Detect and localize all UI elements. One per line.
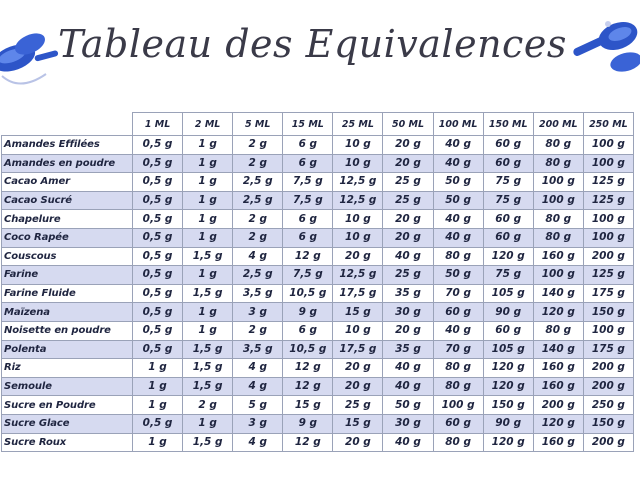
weight-cell: 80 g	[533, 210, 583, 229]
weight-cell: 12,5 g	[333, 191, 383, 210]
weight-cell: 12 g	[283, 247, 333, 266]
equivalence-table	[1, 112, 633, 452]
weight-cell: 40 g	[383, 359, 433, 378]
ingredient-name: Amandes en poudre	[2, 154, 133, 173]
weight-cell: 60 g	[483, 210, 533, 229]
table-row	[2, 377, 634, 396]
header-row	[2, 113, 634, 136]
weight-cell: 200 g	[533, 396, 583, 415]
weight-cell: 0,5 g	[133, 321, 183, 340]
weight-cell: 7,5 g	[283, 266, 333, 285]
weight-cell: 200 g	[583, 433, 633, 452]
weight-cell: 90 g	[483, 414, 533, 433]
weight-cell: 50 g	[433, 191, 483, 210]
weight-cell: 100 g	[433, 396, 483, 415]
column-header: 25 ML	[333, 113, 383, 136]
weight-cell: 40 g	[433, 228, 483, 247]
weight-cell: 1 g	[183, 321, 233, 340]
weight-cell: 12,5 g	[333, 266, 383, 285]
weight-cell: 70 g	[433, 284, 483, 303]
column-header: 5 ML	[233, 113, 283, 136]
weight-cell: 75 g	[483, 266, 533, 285]
ingredient-name: Maïzena	[2, 303, 133, 322]
weight-cell: 0,5 g	[133, 247, 183, 266]
weight-cell: 2,5 g	[233, 266, 283, 285]
ingredient-name: Sucre Roux	[2, 433, 133, 452]
weight-cell: 3 g	[233, 414, 283, 433]
ingredient-name: Chapelure	[2, 210, 133, 229]
weight-cell: 0,5 g	[133, 154, 183, 173]
weight-cell: 1,5 g	[183, 340, 233, 359]
weight-cell: 40 g	[383, 433, 433, 452]
weight-cell: 20 g	[333, 247, 383, 266]
weight-cell: 20 g	[333, 359, 383, 378]
measuring-spoon-icon	[568, 10, 640, 80]
weight-cell: 60 g	[483, 321, 533, 340]
weight-cell: 60 g	[483, 136, 533, 155]
weight-cell: 30 g	[383, 303, 433, 322]
weight-cell: 175 g	[583, 284, 633, 303]
column-header: 150 ML	[483, 113, 533, 136]
weight-cell: 160 g	[533, 359, 583, 378]
weight-cell: 250 g	[583, 396, 633, 415]
weight-cell: 100 g	[583, 136, 633, 155]
weight-cell: 70 g	[433, 340, 483, 359]
ingredient-name: Semoule	[2, 377, 133, 396]
table-row	[2, 414, 634, 433]
weight-cell: 125 g	[583, 173, 633, 192]
weight-cell: 80 g	[533, 154, 583, 173]
weight-cell: 15 g	[283, 396, 333, 415]
weight-cell: 120 g	[483, 433, 533, 452]
column-header: 100 ML	[433, 113, 483, 136]
weight-cell: 1 g	[183, 210, 233, 229]
weight-cell: 1,5 g	[183, 247, 233, 266]
weight-cell: 12,5 g	[333, 173, 383, 192]
weight-cell: 60 g	[483, 154, 533, 173]
weight-cell: 120 g	[533, 414, 583, 433]
weight-cell: 100 g	[583, 210, 633, 229]
weight-cell: 0,5 g	[133, 266, 183, 285]
weight-cell: 0,5 g	[133, 303, 183, 322]
weight-cell: 140 g	[533, 340, 583, 359]
weight-cell: 20 g	[333, 377, 383, 396]
weight-cell: 9 g	[283, 303, 333, 322]
weight-cell: 80 g	[533, 228, 583, 247]
weight-cell: 0,5 g	[133, 228, 183, 247]
ingredient-name: Farine	[2, 266, 133, 285]
table-row	[2, 284, 634, 303]
weight-cell: 60 g	[483, 228, 533, 247]
weight-cell: 10 g	[333, 228, 383, 247]
table-row	[2, 247, 634, 266]
weight-cell: 6 g	[283, 136, 333, 155]
weight-cell: 20 g	[383, 154, 433, 173]
ingredient-name: Sucre en Poudre	[2, 396, 133, 415]
weight-cell: 6 g	[283, 321, 333, 340]
weight-cell: 2 g	[233, 210, 283, 229]
weight-cell: 15 g	[333, 303, 383, 322]
weight-cell: 150 g	[483, 396, 533, 415]
table-row	[2, 396, 634, 415]
weight-cell: 125 g	[583, 266, 633, 285]
weight-cell: 100 g	[533, 266, 583, 285]
weight-cell: 200 g	[583, 377, 633, 396]
weight-cell: 25 g	[383, 191, 433, 210]
weight-cell: 1 g	[133, 377, 183, 396]
ingredient-name: Polenta	[2, 340, 133, 359]
table-row	[2, 228, 634, 247]
column-header: 50 ML	[383, 113, 433, 136]
weight-cell: 10,5 g	[283, 284, 333, 303]
ingredient-name: Cacao Amer	[2, 173, 133, 192]
weight-cell: 2,5 g	[233, 191, 283, 210]
weight-cell: 2 g	[233, 228, 283, 247]
ingredient-name: Couscous	[2, 247, 133, 266]
weight-cell: 160 g	[533, 433, 583, 452]
weight-cell: 1 g	[183, 303, 233, 322]
weight-cell: 20 g	[383, 136, 433, 155]
weight-cell: 80 g	[433, 359, 483, 378]
weight-cell: 150 g	[583, 414, 633, 433]
table-row	[2, 340, 634, 359]
weight-cell: 1 g	[183, 191, 233, 210]
weight-cell: 120 g	[533, 303, 583, 322]
weight-cell: 2 g	[183, 396, 233, 415]
weight-cell: 125 g	[583, 191, 633, 210]
weight-cell: 140 g	[533, 284, 583, 303]
measuring-spoon-icon	[0, 18, 62, 88]
weight-cell: 3,5 g	[233, 340, 283, 359]
weight-cell: 1 g	[133, 359, 183, 378]
weight-cell: 3 g	[233, 303, 283, 322]
weight-cell: 1 g	[133, 396, 183, 415]
weight-cell: 0,5 g	[133, 210, 183, 229]
weight-cell: 25 g	[383, 173, 433, 192]
table-row	[2, 210, 634, 229]
weight-cell: 10 g	[333, 321, 383, 340]
weight-cell: 120 g	[483, 377, 533, 396]
weight-cell: 10 g	[333, 136, 383, 155]
weight-cell: 2 g	[233, 321, 283, 340]
ingredient-name: Cacao Sucré	[2, 191, 133, 210]
weight-cell: 15 g	[333, 414, 383, 433]
weight-cell: 0,5 g	[133, 340, 183, 359]
ingredient-name: Farine Fluide	[2, 284, 133, 303]
weight-cell: 12 g	[283, 359, 333, 378]
weight-cell: 80 g	[433, 433, 483, 452]
weight-cell: 12 g	[283, 433, 333, 452]
table-row	[2, 433, 634, 452]
weight-cell: 1,5 g	[183, 433, 233, 452]
weight-cell: 200 g	[583, 247, 633, 266]
weight-cell: 1 g	[183, 228, 233, 247]
weight-cell: 75 g	[483, 191, 533, 210]
table-row	[2, 321, 634, 340]
weight-cell: 20 g	[383, 228, 433, 247]
ingredient-name: Amandes Effilées	[2, 136, 133, 155]
weight-cell: 80 g	[533, 136, 583, 155]
column-header: 1 ML	[133, 113, 183, 136]
weight-cell: 150 g	[583, 303, 633, 322]
table-row	[2, 359, 634, 378]
corner-cell	[2, 113, 133, 136]
weight-cell: 1 g	[133, 433, 183, 452]
weight-cell: 105 g	[483, 340, 533, 359]
weight-cell: 17,5 g	[333, 340, 383, 359]
weight-cell: 1,5 g	[183, 284, 233, 303]
weight-cell: 40 g	[433, 321, 483, 340]
weight-cell: 2 g	[233, 154, 283, 173]
weight-cell: 100 g	[533, 191, 583, 210]
weight-cell: 4 g	[233, 433, 283, 452]
weight-cell: 75 g	[483, 173, 533, 192]
weight-cell: 1 g	[183, 154, 233, 173]
weight-cell: 1 g	[183, 173, 233, 192]
weight-cell: 7,5 g	[283, 191, 333, 210]
weight-cell: 10 g	[333, 154, 383, 173]
weight-cell: 40 g	[433, 210, 483, 229]
weight-cell: 1 g	[183, 136, 233, 155]
weight-cell: 25 g	[383, 266, 433, 285]
weight-cell: 1,5 g	[183, 359, 233, 378]
weight-cell: 6 g	[283, 210, 333, 229]
weight-cell: 50 g	[433, 173, 483, 192]
weight-cell: 4 g	[233, 359, 283, 378]
weight-cell: 0,5 g	[133, 191, 183, 210]
weight-cell: 20 g	[383, 321, 433, 340]
table-row	[2, 173, 634, 192]
weight-cell: 0,5 g	[133, 173, 183, 192]
weight-cell: 40 g	[383, 247, 433, 266]
weight-cell: 25 g	[333, 396, 383, 415]
weight-cell: 80 g	[433, 247, 483, 266]
weight-cell: 30 g	[383, 414, 433, 433]
weight-cell: 40 g	[383, 377, 433, 396]
weight-cell: 160 g	[533, 377, 583, 396]
weight-cell: 10,5 g	[283, 340, 333, 359]
weight-cell: 1 g	[183, 266, 233, 285]
weight-cell: 90 g	[483, 303, 533, 322]
ingredient-name: Noisette en poudre	[2, 321, 133, 340]
table-row	[2, 154, 634, 173]
column-header: 2 ML	[183, 113, 233, 136]
weight-cell: 100 g	[583, 321, 633, 340]
weight-cell: 35 g	[383, 284, 433, 303]
weight-cell: 40 g	[433, 136, 483, 155]
weight-cell: 50 g	[433, 266, 483, 285]
weight-cell: 160 g	[533, 247, 583, 266]
ingredient-name: Sucre Glace	[2, 414, 133, 433]
weight-cell: 60 g	[433, 303, 483, 322]
weight-cell: 120 g	[483, 247, 533, 266]
table-row	[2, 191, 634, 210]
weight-cell: 120 g	[483, 359, 533, 378]
weight-cell: 0,5 g	[133, 414, 183, 433]
weight-cell: 20 g	[333, 433, 383, 452]
weight-cell: 1,5 g	[183, 377, 233, 396]
table-row	[2, 266, 634, 285]
weight-cell: 40 g	[433, 154, 483, 173]
column-header: 200 ML	[533, 113, 583, 136]
weight-cell: 80 g	[433, 377, 483, 396]
weight-cell: 100 g	[583, 228, 633, 247]
weight-cell: 7,5 g	[283, 173, 333, 192]
weight-cell: 35 g	[383, 340, 433, 359]
weight-cell: 100 g	[533, 173, 583, 192]
weight-cell: 17,5 g	[333, 284, 383, 303]
weight-cell: 105 g	[483, 284, 533, 303]
ingredient-name: Coco Rapée	[2, 228, 133, 247]
weight-cell: 3,5 g	[233, 284, 283, 303]
weight-cell: 4 g	[233, 377, 283, 396]
table-row	[2, 303, 634, 322]
weight-cell: 2 g	[233, 136, 283, 155]
page-title: Tableau des Equivalences	[58, 22, 567, 66]
table-row	[2, 136, 634, 155]
weight-cell: 2,5 g	[233, 173, 283, 192]
weight-cell: 0,5 g	[133, 284, 183, 303]
weight-cell: 5 g	[233, 396, 283, 415]
weight-cell: 4 g	[233, 247, 283, 266]
weight-cell: 175 g	[583, 340, 633, 359]
weight-cell: 100 g	[583, 154, 633, 173]
column-header: 250 ML	[583, 113, 633, 136]
column-header: 15 ML	[283, 113, 333, 136]
weight-cell: 10 g	[333, 210, 383, 229]
weight-cell: 0,5 g	[133, 136, 183, 155]
weight-cell: 1 g	[183, 414, 233, 433]
weight-cell: 9 g	[283, 414, 333, 433]
weight-cell: 60 g	[433, 414, 483, 433]
weight-cell: 80 g	[533, 321, 583, 340]
ingredient-name: Riz	[2, 359, 133, 378]
weight-cell: 12 g	[283, 377, 333, 396]
weight-cell: 20 g	[383, 210, 433, 229]
weight-cell: 50 g	[383, 396, 433, 415]
weight-cell: 200 g	[583, 359, 633, 378]
weight-cell: 6 g	[283, 228, 333, 247]
weight-cell: 6 g	[283, 154, 333, 173]
